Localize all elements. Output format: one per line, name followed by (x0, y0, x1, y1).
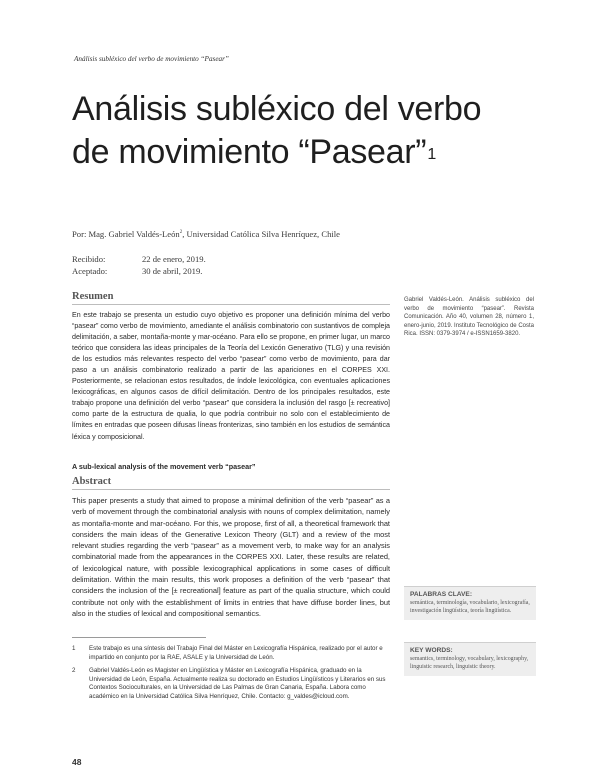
submission-dates (72, 254, 206, 278)
resumen-heading: Resumen (72, 291, 390, 305)
keywords-en-text: semantics, terminology, vocabulary, lexicography, linguistic research, linguistic theory. (410, 656, 529, 671)
footnote-2-text: Gabriel Valdés-León es Magister en Lingüística y Máster en Lexicografía Hispánica, graduado en la Universidad de León, España. Actualmente realiza su doctorado en Estudios Lingüísticos y Literarios en sus Contextos Socioculturales, en la Universidad de Las Palmas de Gran Canaria, España. Labora como académico en la Universidad Católica Silva Henríquez, Chile. Contacto: g_valdes@icloud.com. (89, 667, 386, 700)
running-head: Análisis subléxico del verbo de movimiento “Pasear” (74, 55, 229, 63)
received-date: 22 de enero, 2019. (142, 254, 206, 264)
footnote-1-text: Este trabajo es una síntesis del Trabajo Final del Máster en Lexicografía Hispánica, realizado por el autor e impartido en conjunto por la RAE, ASALE y la Universidad de León. (89, 645, 383, 661)
citation-block: Gabriel Valdés-León. Análisis subléxico del verbo de movimiento “pasear”. Revista Comunicación. Año 40, volumen 28, número 1, enero-junio, 2019. Instituto Tecnológico de Costa Rica. ISSN: 0379-3974 / e-ISSN1659-3820. (404, 297, 534, 338)
english-title: A sub-lexical analysis of the movement verb “pasear” (72, 462, 256, 471)
abstract-heading: Abstract (72, 476, 390, 490)
keywords-en-box (404, 642, 536, 676)
keywords-es-heading: PALABRAS CLAVE: (410, 591, 473, 598)
author-byline (72, 229, 340, 239)
title-footnote-mark[interactable]: 1 (427, 146, 436, 163)
author-footnote-mark[interactable]: 2 (179, 230, 183, 236)
title-line-1: Análisis subléxico del verbo (72, 90, 482, 128)
article-title (72, 88, 512, 174)
author-affiliation: , Universidad Católica Silva Henríquez, Chile (182, 229, 340, 239)
footnote-2 (72, 667, 390, 701)
footnote-1-number: 1 (72, 645, 76, 652)
footnote-divider (72, 637, 206, 638)
accepted-label: Aceptado: (72, 266, 108, 276)
accepted-date: 30 de abril, 2019. (142, 266, 203, 276)
received-label: Recibido: (72, 254, 106, 264)
keywords-es-text: semántica, terminología, vocabulario, lexicografía, investigación lingüística, teoría lingüística. (410, 600, 530, 615)
author-name: Por: Mag. Gabriel Valdés-León (72, 229, 180, 239)
page-number: 48 (72, 757, 82, 767)
abstract-text: This paper presents a study that aimed to propose a minimal definition of the verb “pasear” as a verb of movement through the combinatorial analysis with nouns of complex delimitation, namely as montaña-monte and mar-océano. For this, we propose, first of all, a theoretical framework that considers the main ideas of the Generative Lexicon Theory (GLT) and a review of the most relevant studies regarding the verb “pasear” as a movement verb, to make way for an analysis combinatorial made from the appearances in the CORPES XXI. Later, these results are related, of lexicological nature, with possible lexicographical applications in some cases of difficult delimitation. Within the main results, this work proposes a definition of the verb “pasear” that considers the inclusion of the [± recreational] feature as part of the qualia structure, which could contribute not only with the establishment of limits in entries that have diffuse border lines, but also in the studies of lexical and compositional semantics. (72, 496, 390, 618)
keywords-en-heading: KEY WORDS: (410, 647, 453, 654)
resumen-text: En este trabajo se presenta un estudio cuyo objetivo es proponer una definición mínima del verbo “pasear” como verbo de movimiento, amediante el análisis combinatorio con sustantivos de compleja delimitación, a saber, montaña-monte y mar-océano. Para ello se propone, en primer lugar, un marco teórico que considera las ideas principales de la Teoría del Lexicón Generativo (TLG) y una revisión de los estudios más relevantes respecto del verbo “pasear” como verbo de movimiento, para dar paso a un análisis combinatorio realizado a partir de las apariciones en el CORPES XXI. Posteriormente, se relacionan estos resultados, de índole lexicológica, con eventuales aplicaciones lexicográficas, en algunos casos de difícil delimitación. Dentro de los principales resultados, este trabajo propone una definición del verbo “pasear” que considera la inclusión del rasgo [± recreativo] como parte de la estructura de qualia, lo que podría contribuir no solo con el establecimiento de límites en entradas que poseen difusas líneas fronterizas, sino también en los estudios de semántica léxica y composicional. (72, 311, 390, 441)
footnote-1 (72, 645, 390, 662)
keywords-es-box (404, 586, 536, 620)
title-line-2: de movimiento “Pasear” (72, 133, 427, 171)
footnote-2-number: 2 (72, 667, 76, 674)
